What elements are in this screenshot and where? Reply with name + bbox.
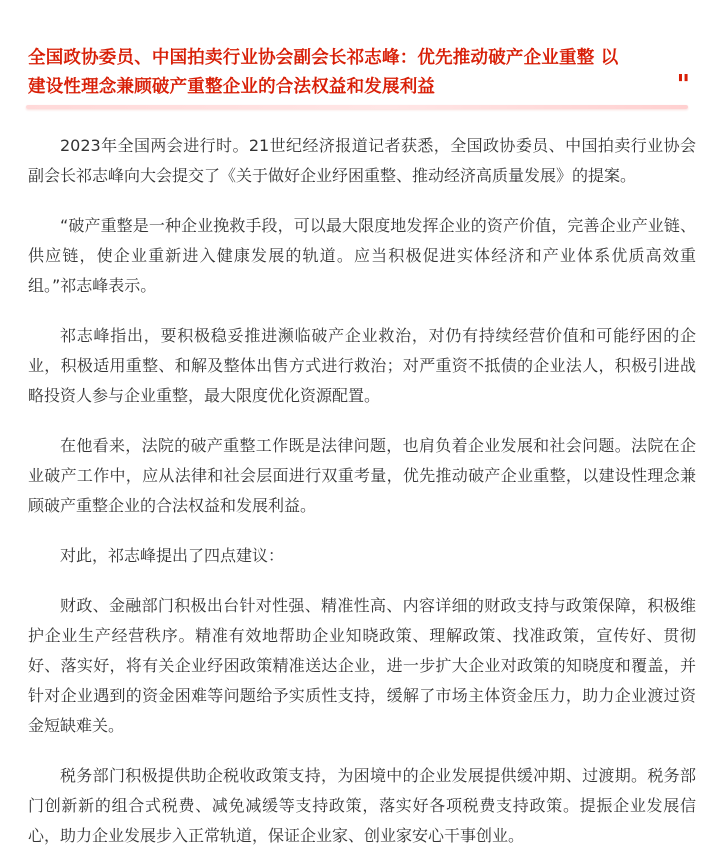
article-paragraph-2: “破产重整是一种企业挽救手段，可以最大限度地发挥企业的资产价值，完善企业产业链、供应链，使企业重新进入健康发展的轨道。应当积极促进实体经济和产业体系优质高效重组。”祁志峰表示。: [28, 216, 696, 295]
article-title: [28, 44, 690, 102]
title-underline-divider: [26, 105, 688, 109]
article-title-line-2: 建设性理念兼顾破产重整企业的合法权益和发展利益: [28, 77, 436, 97]
article-paragraph-7: 税务部门积极提供助企税收政策支持，为困境中的企业发展提供缓冲期、过渡期。税务部门创新新的组合式税费、减免减缓等支持政策，落实好各项税费支持政策。提振企业发展信心，助力企业发展步入正常轨道，保证企业家、创业家安心干事创业。: [28, 766, 696, 845]
article-paragraph-6: 财政、金融部门积极出台针对性强、精准性高、内容详细的财政支持与政策保障，积极维护企业生产经营秩序。精准有效地帮助企业知晓政策、理解政策、找准政策，宣传好、贯彻好、落实好，将有关企业纾困政策精准送达企业，进一步扩大企业对政策的知晓度和覆盖，并针对企业遇到的资金困难等问题给予实质性支持，缓解了市场主体资金压力，助力企业渡过资金短缺难关。: [28, 596, 696, 735]
article-paragraph-3: 祁志峰指出，要积极稳妥推进濒临破产企业救治，对仍有持续经营价值和可能纾困的企业，积极适用重整、和解及整体出售方式进行救治；对严重资不抵债的企业法人，积极引进战略投资人参与企业重整，最大限度优化资源配置。: [28, 326, 696, 405]
article-paragraph-4: 在他看来，法院的破产重整工作既是法律问题，也肩负着企业发展和社会问题。法院在企业破产工作中，应从法律和社会层面进行双重考量，优先推动破产企业重整，以建设性理念兼顾破产重整企业的合法权益和发展利益。: [28, 436, 696, 515]
article-paragraph-5: 对此，祁志峰提出了四点建议：: [60, 546, 285, 565]
article-paragraph-1: 2023年全国两会进行时。21世纪经济报道记者获悉，全国政协委员、中国拍卖行业协会副会长祁志峰向大会提交了《关于做好企业纾困重整、推动经济高质量发展》的提案。: [28, 136, 696, 185]
title-quote-mark: ": [676, 70, 690, 100]
article-title-line-1: 全国政协委员、中国拍卖行业协会副会长祁志峰：优先推动破产企业重整 以: [28, 48, 619, 68]
article-body: [28, 131, 696, 853]
